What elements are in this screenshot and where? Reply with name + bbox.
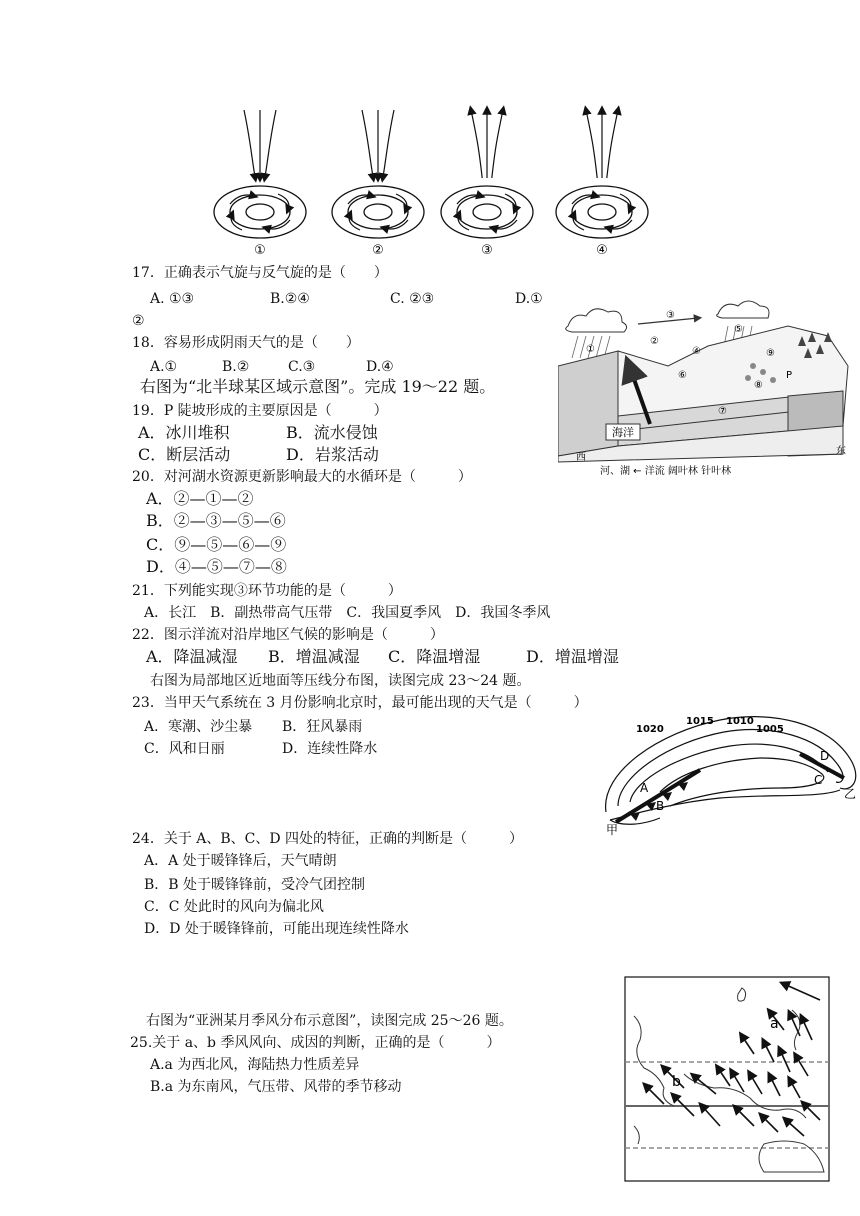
monsoon-label-a: a [770, 1016, 779, 1032]
vertical-airflow-arrow [244, 110, 255, 178]
num-1: ① [586, 344, 595, 355]
point-b: B [656, 799, 665, 813]
q18-option-a: A.① [150, 359, 178, 375]
isobar-ring [364, 204, 392, 220]
isobar-1005: 1005 [756, 724, 784, 735]
figure-label-2: ② [372, 243, 384, 258]
isobar-1015: 1015 [686, 716, 714, 727]
point-d: D [820, 749, 830, 763]
intro-23-24: 右图为局部地区近地面等压线分布图，读图完成 23～24 题。 [150, 673, 531, 689]
q21-options: A．长江 B．副热带高气压带 C．我国夏季风 D．我国冬季风 [144, 605, 551, 621]
vertical-airflow-arrow [362, 110, 373, 178]
figure-label-4: ④ [596, 243, 608, 258]
num-5: ⑤ [734, 324, 743, 335]
q19-option-c: C．断层活动 [138, 445, 231, 464]
q18-option-d: D.④ [366, 359, 394, 375]
num-2: ② [650, 336, 659, 347]
pressure-system-3 [441, 110, 533, 238]
q24-option-c: C．C 处此时的风向为偏北风 [144, 899, 324, 915]
ocean-label: 海洋 [612, 426, 634, 439]
vertical-airflow-arrow [265, 110, 276, 178]
q19-stem: 19．P 陡坡形成的主要原因是（ ） [132, 403, 388, 419]
isobar-ring [214, 186, 306, 238]
num-9: ⑨ [766, 348, 775, 359]
vertical-airflow-arrow [383, 110, 394, 178]
intro-19-22: 右图为“北半球某区域示意图”。完成 19～22 题。 [140, 377, 496, 396]
isobar-ring [473, 204, 501, 220]
isobar-1010: 1010 [726, 716, 754, 727]
vertical-airflow-arrow [607, 110, 618, 178]
isobar-ring [572, 195, 632, 229]
q20-option-a: A．②—①—② [146, 489, 254, 508]
isobar-ring [457, 195, 517, 229]
west-label: 西 [576, 452, 586, 463]
yi-label: 乙 [844, 787, 857, 801]
vertical-airflow-arrow [492, 110, 503, 178]
region-block-diagram [558, 296, 858, 480]
num-6: ⑥ [678, 370, 687, 381]
q17-option-d: D.① [515, 291, 543, 307]
point-c: C [814, 773, 823, 787]
jia-label: 甲 [606, 823, 619, 837]
region-legend: 河、湖 ← 洋流 阔叶林 针叶林 [600, 466, 732, 477]
q23-option-b: B．狂风暴雨 [282, 719, 363, 735]
q23-option-c: C．风和日丽 [144, 741, 225, 757]
q23-stem: 23．当甲天气系统在 3 月份影响北京时，最可能出现的天气是（ ） [132, 695, 588, 711]
q18-option-b: B.② [222, 359, 250, 375]
q22-stem: 22．图示洋流对沿岸地区气候的影响是（ ） [132, 627, 444, 643]
q22-option-c: C．降温增湿 [388, 647, 481, 666]
isobar-ring [588, 204, 616, 220]
pressure-system-1 [214, 110, 306, 238]
q25-option-b: B.a 为东南风，气压带、风带的季节移动 [150, 1079, 402, 1095]
east-label: 东 [836, 446, 846, 457]
q24-option-b: B．B 处于暖锋锋前，受冷气团控制 [144, 877, 366, 893]
num-4: ④ [692, 346, 701, 357]
isobar-ring [348, 195, 408, 229]
isobar-1020: 1020 [636, 724, 664, 735]
isobar-ring [441, 186, 533, 238]
isobar-ring [332, 186, 424, 238]
q17-option-a: A. ①③ [150, 291, 195, 307]
vertical-airflow-arrow [471, 110, 482, 178]
q20-option-d: D．④—⑤—⑦—⑧ [146, 557, 287, 576]
q19-option-b: B．流水侵蚀 [286, 423, 378, 442]
asia-monsoon-map [624, 976, 830, 1182]
q22-option-b: B．增温减湿 [268, 647, 360, 666]
q20-option-b: B．②—③—⑤—⑥ [146, 511, 286, 530]
monsoon-label-b: b [672, 1074, 681, 1090]
q25-stem: 25.关于 a、b 季风风向、成因的判断，正确的是（ ） [130, 1035, 501, 1051]
isobar-ring [230, 195, 290, 229]
q17-option-b: B.②④ [270, 291, 310, 307]
q20-stem: 20．对河湖水资源更新影响最大的水循环是（ ） [132, 469, 472, 485]
q23-option-d: D．连续性降水 [282, 741, 378, 757]
q18-option-c: C.③ [288, 359, 316, 375]
num-8: ⑧ [754, 380, 763, 391]
q25-option-a: A.a 为西北风，海陆热力性质差异 [150, 1057, 360, 1073]
pressure-system-2 [332, 110, 424, 238]
isobar-ring [246, 204, 274, 220]
num-3: ③ [666, 310, 675, 321]
q22-option-a: A．降温减湿 [146, 647, 238, 666]
point-a: A [640, 781, 649, 795]
intro-25-26: 右图为“亚洲某月季风分布示意图”，读图完成 25～26 题。 [146, 1013, 513, 1029]
q20-option-c: C．⑨—⑤—⑥—⑨ [146, 535, 287, 554]
q24-stem: 24．关于 A、B、C、D 四处的特征，正确的判断是（ ） [132, 831, 524, 847]
q18-stem: 18．容易形成阴雨天气的是（ ） [132, 335, 360, 351]
isobar-front-figure [600, 702, 858, 840]
pressure-system-4 [556, 110, 648, 238]
q19-option-a: A．冰川堆积 [138, 423, 230, 442]
cyclone-anticyclone-figure [205, 100, 655, 260]
q17-option-c: C. ②③ [390, 291, 435, 307]
figure-label-1: ① [254, 243, 266, 258]
p-label: P [786, 370, 793, 381]
q24-option-d: D．D 处于暖锋锋前，可能出现连续性降水 [144, 921, 409, 937]
isobar-ring [556, 186, 648, 238]
q19-option-d: D．岩浆活动 [286, 445, 379, 464]
figure-label-3: ③ [481, 243, 493, 258]
num-7: ⑦ [718, 406, 727, 417]
q17-stem: 17．正确表示气旋与反气旋的是（ ） [132, 265, 388, 281]
q24-option-a: A．A 处于暖锋锋后，天气晴朗 [144, 853, 337, 869]
q17-option-d-wrap: ② [132, 313, 145, 329]
q23-option-a: A．寒潮、沙尘暴 [144, 719, 253, 735]
q21-stem: 21．下列能实现③环节功能的是（ ） [132, 583, 402, 599]
q22-option-d: D．增温增湿 [526, 647, 619, 666]
vertical-airflow-arrow [586, 110, 597, 178]
